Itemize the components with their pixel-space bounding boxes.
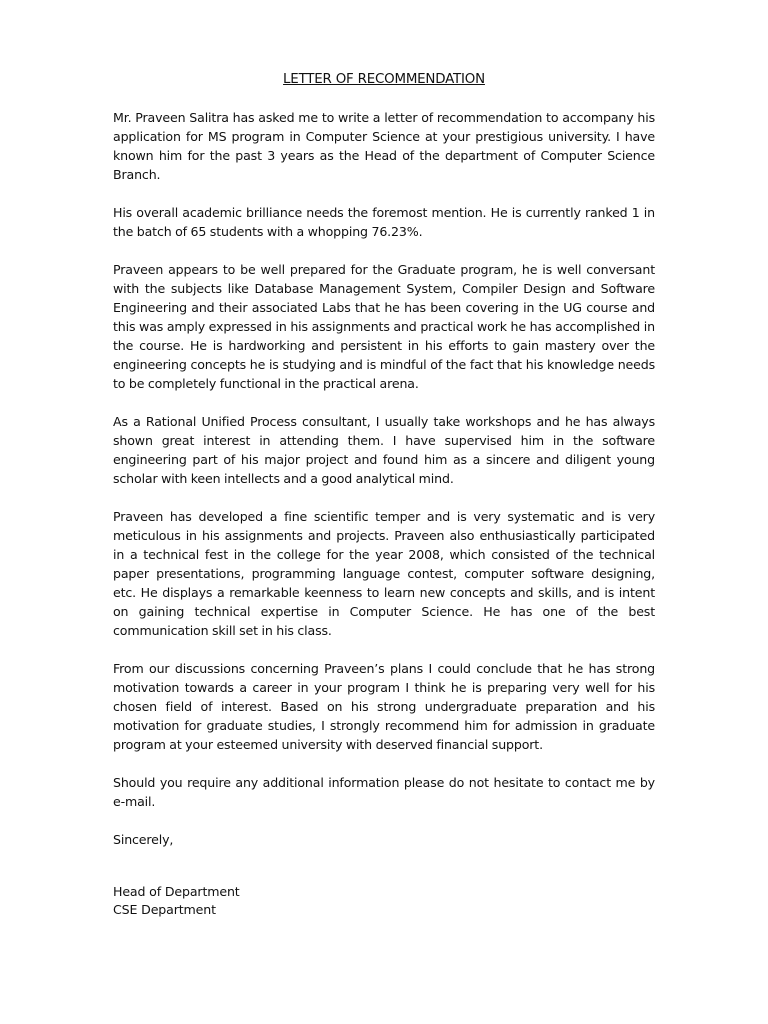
paragraph-workshops: As a Rational Unified Process consultant, I usually take workshops and he has always shown great interest in attending them. I have supervised him in the software engineering part of his major project and found him as a sincere and diligent young scholar with keen intellects and a good analytical mind. [113, 414, 655, 486]
letter-title: LETTER OF RECOMMENDATION [283, 72, 485, 87]
letter-page [113, 70, 655, 919]
paragraph-temper: Praveen has developed a fine scientific temper and is very systematic and is very meticulous in his assignments and projects. Praveen also enthusiastically participated in a technical fest in the college for the year 2008, which consisted of the technical paper presentations, programming language contest, computer software designing, etc. He displays a remarkable keenness to learn new concepts and skills, and is intent on gaining technical expertise in Computer Science. He has one of the best communication skill set in his class. [113, 509, 655, 638]
paragraph-contact: Should you require any additional information please do not hesitate to contact me by e-mail. [113, 775, 655, 809]
signature-title: Head of Department [113, 884, 240, 899]
paragraph-recommendation: From our discussions concerning Praveen’s plans I could conclude that he has strong motivation towards a career in your program I think he is preparing very well for his chosen field of interest. Based on his strong undergraduate preparation and his motivation for graduate studies, I strongly recommend him for admission in graduate program at your esteemed university with deserved financial support. [113, 661, 655, 752]
signature-block [113, 883, 655, 919]
paragraph-preparation: Praveen appears to be well prepared for the Graduate program, he is well conversant with the subjects like Database Management System, Compiler Design and Software Engineering and their associated Labs that he has been covering in the UG course and this was amply expressed in his assignments and practical work he has accomplished in the course. He is hardworking and persistent in his efforts to gain mastery over the engineering concepts he is studying and is mindful of the fact that his knowledge needs to be completely functional in the practical arena. [113, 262, 655, 391]
signature-department: CSE Department [113, 902, 216, 917]
paragraph-intro: Mr. Praveen Salitra has asked me to write a letter of recommendation to accompany his application for MS program in Computer Science at your prestigious university. I have known him for the past 3 years as the Head of the department of Computer Science Branch. [113, 110, 655, 182]
closing: Sincerely, [113, 832, 174, 847]
paragraph-academics: His overall academic brilliance needs the foremost mention. He is currently ranked 1 in the batch of 65 students with a whopping 76.23%. [113, 205, 655, 239]
